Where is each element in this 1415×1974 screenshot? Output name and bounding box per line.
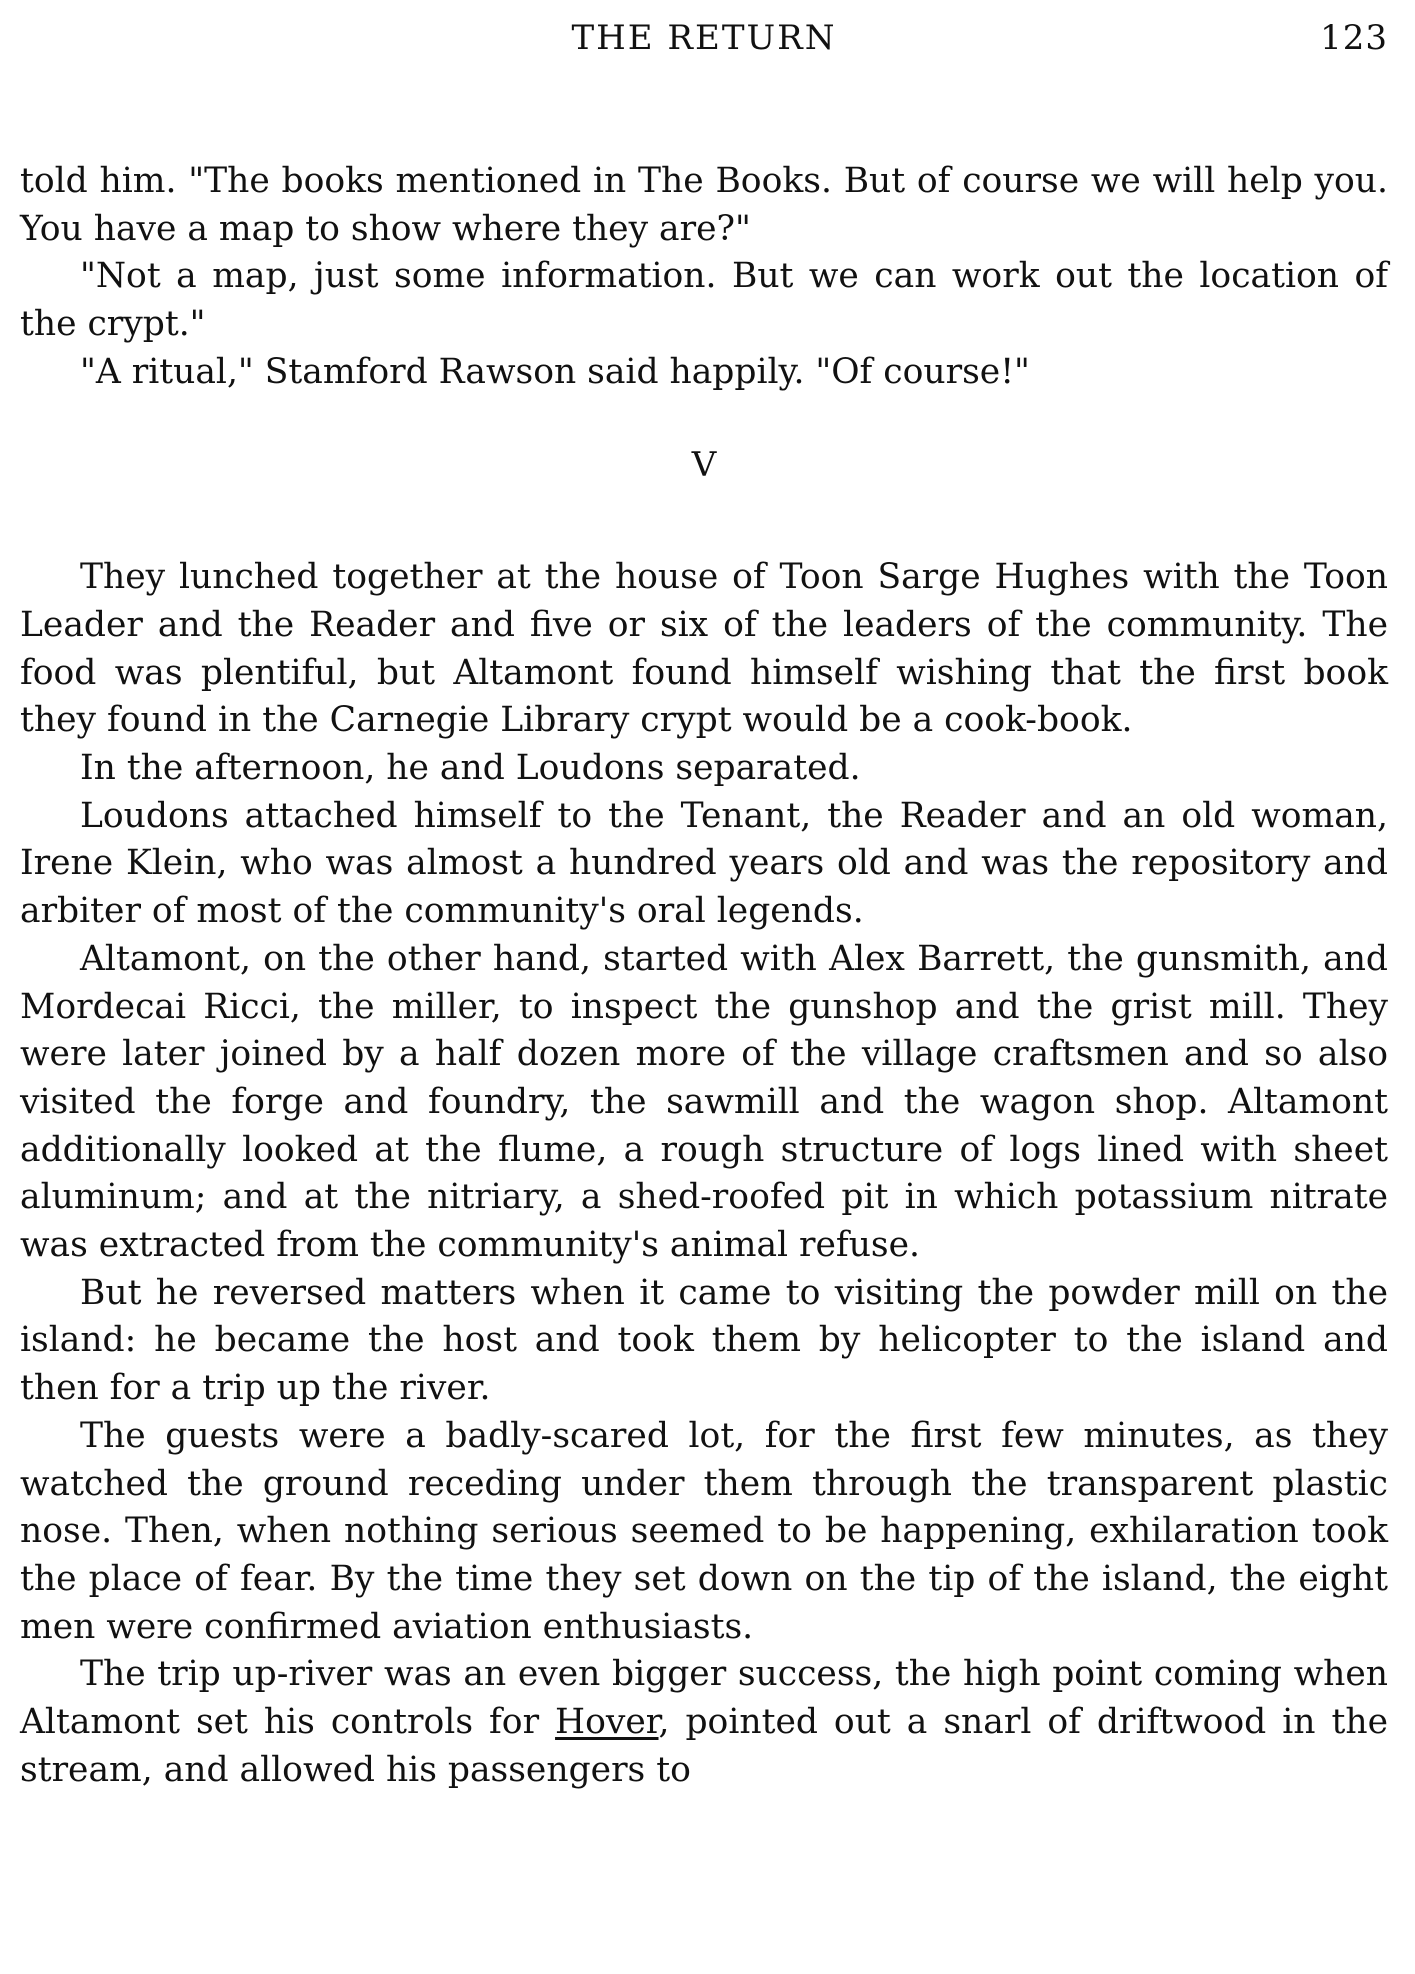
paragraph: In the afternoon, he and Loudons separated. — [80, 748, 861, 789]
body-text — [20, 158, 1388, 1795]
underlined-word: Hover — [555, 1702, 659, 1743]
running-head: THE RETURN — [571, 18, 837, 58]
paragraph: The guests were a badly-scared lot, for the first few minutes, as they watched the ground receding under them through the transparent plastic nose. Then, when nothing serious seemed to be happening, exhilaration took the place of fear. By the time they set down on the tip of the island, the eight men were confirmed aviation enthusiasts. — [20, 1415, 1388, 1647]
paragraph: They lunched together at the house of Toon Sarge Hughes with the Toon Leader and the Reader and five or six of the leaders of the community. The food was plentiful, but Altamont found himself wishing that the first book they found in the Carnegie Library crypt would be a cook-book. — [20, 557, 1388, 741]
paragraph-dialogue: "A ritual," Stamford Rawson said happily. "Of course!" — [80, 351, 1030, 392]
page-number: 123 — [1320, 18, 1388, 58]
section-number: V — [691, 444, 717, 485]
book-page — [20, 0, 1388, 1974]
paragraph-last — [20, 1651, 1388, 1794]
last-paragraph-text: , pointed out a snarl of driftwood in the stream, and allowed his passengers to — [20, 1702, 1388, 1790]
last-paragraph-text: The trip up-river was an even bigger success, the high point coming when Altamont set his controls for — [20, 1654, 1388, 1743]
paragraph: Altamont, on the other hand, started with Alex Barrett, the gunsmith, and Mordecai Ricci, the miller, to inspect the gunshop and the grist mill. They were later joined by a half dozen more of the village craftsmen and so also visited the forge and foundry, the sawmill and the wagon shop. Altamont additionally looked at the flume, a rough structure of logs lined with sheet aluminum; and at the nitriary, a shed-roofed pit in which potassium nitrate was extracted from the community's animal refuse. — [20, 938, 1388, 1266]
paragraph-continued: told him. "The books mentioned in The Books. But of course we will help you. You have a map to show where they are?" — [20, 161, 1388, 249]
paragraph-dialogue: "Not a map, just some information. But we can work out the location of the crypt." — [20, 256, 1388, 345]
paragraph: But he reversed matters when it came to visiting the powder mill on the island: he became the host and took them by helicopter to the island and then for a trip up the river. — [20, 1272, 1388, 1409]
page-header — [20, 14, 1388, 84]
paragraph: Loudons attached himself to the Tenant, the Reader and an old woman, Irene Klein, who was almost a hundred years old and was the repository and arbiter of most of the community's oral legends. — [20, 795, 1388, 932]
